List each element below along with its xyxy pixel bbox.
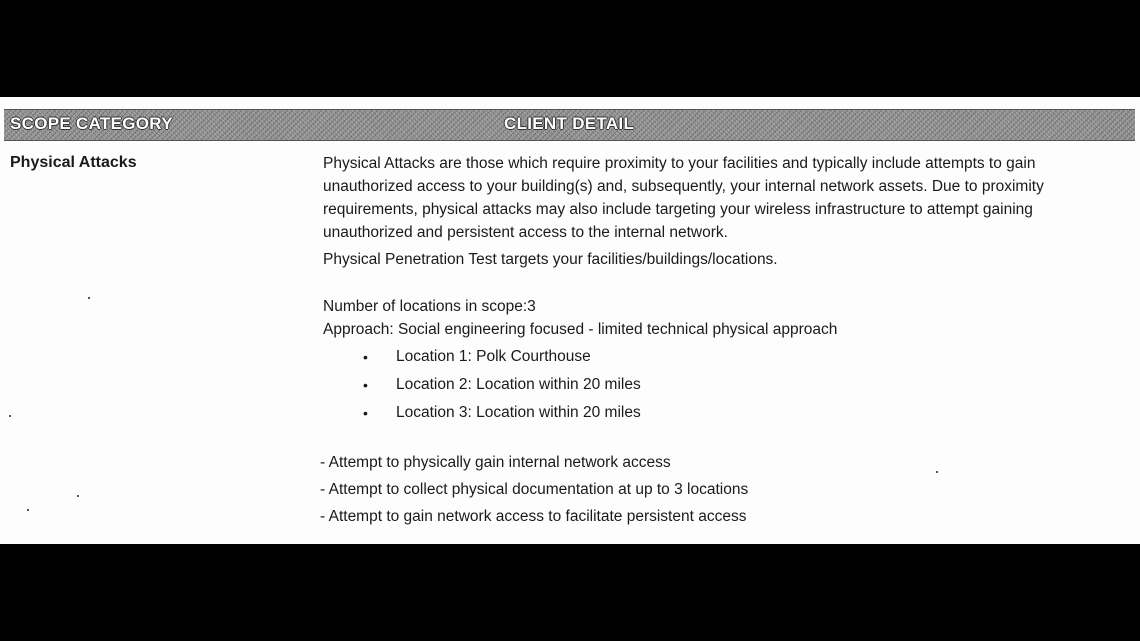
location-text: Location 2: Location within 20 miles [396,376,641,393]
targets-line: Physical Penetration Test targets your facilities/buildings/locations. [323,251,778,268]
approach-line: Approach: Social engineering focused - limited technical physical approach [323,321,838,338]
bullet-icon: • [363,405,368,421]
bullet-icon: • [363,377,368,393]
header-scope-category: SCOPE CATEGORY [10,114,173,133]
action-item: - Attempt to gain network access to facilitate persistent access [320,508,747,525]
description-paragraph: Physical Attacks are those which require proximity to your facilities and typically include attempts to gain unauthorized access to your building(s) and, subsequently, your internal network assets. Due to proximity requirements, physical attacks may also include targeting your wireless infrastructure to attempt gaining unauthorized and persistent access to the internal network. [323,155,1044,241]
header-client-detail: CLIENT DETAIL [504,114,635,133]
action-item: - Attempt to physically gain internal network access [320,454,671,471]
locations-list [323,343,1113,427]
scanned-document [0,97,1140,544]
client-detail-cell [320,152,1113,530]
action-item: - Attempt to collect physical documentation at up to 3 locations [320,481,749,498]
actions-list [320,449,1113,530]
list-item [323,343,1113,371]
scan-speck [77,495,79,497]
spacer [323,271,1113,295]
bullet-icon: • [363,349,368,365]
scan-speck [27,509,29,511]
scan-speck [88,297,90,299]
table-header [4,109,1135,141]
list-item [323,399,1113,427]
location-text: Location 1: Polk Courthouse [396,348,591,365]
location-text: Location 3: Location within 20 miles [396,404,641,421]
scope-category-cell: Physical Attacks [10,154,137,171]
scan-speck [9,415,11,417]
locations-count: Number of locations in scope:3 [323,298,536,315]
list-item [323,371,1113,399]
scan-speck [936,471,938,473]
